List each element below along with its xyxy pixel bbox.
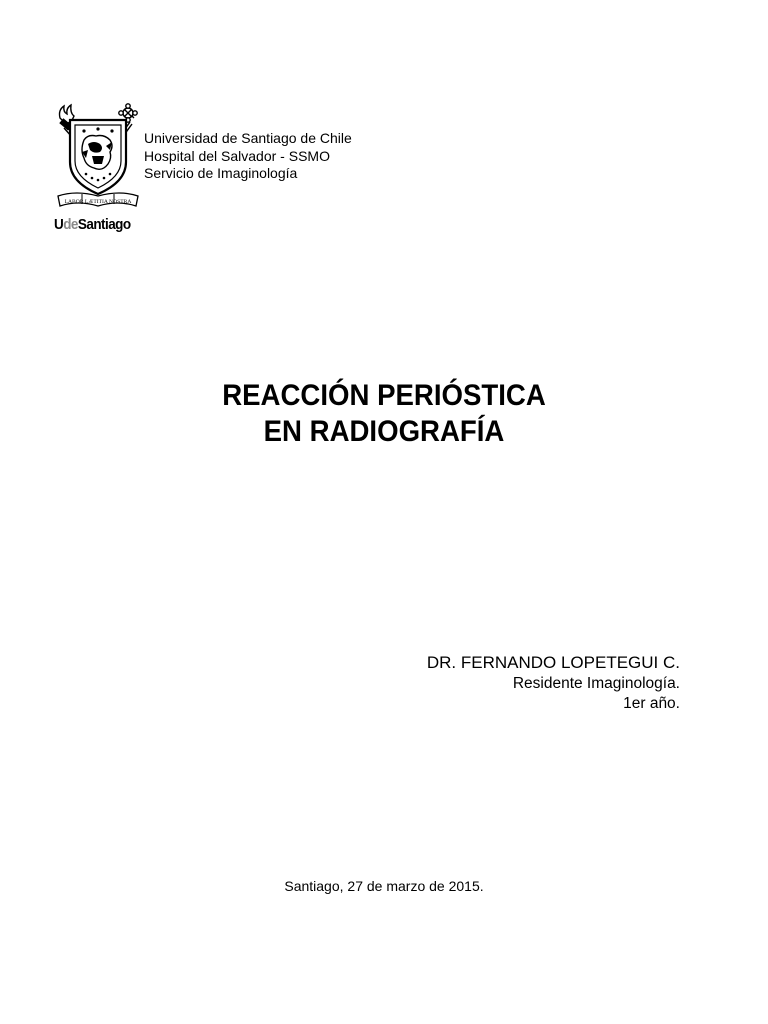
title-line-1: REACCIÓN PERIÓSTICA (222, 379, 546, 412)
institution-header (144, 130, 352, 183)
logo-wordmark-u: U (54, 216, 64, 233)
author-year: 1er año. (623, 695, 680, 712)
place-date: Santiago, 27 de marzo de 2015. (284, 878, 484, 894)
university-logo (54, 100, 144, 236)
hospital-name: Hospital del Salvador - SSMO (144, 147, 330, 164)
logo-wordmark-santiago: Santiago (77, 216, 131, 233)
logo-wordmark-de: de (63, 216, 78, 233)
author-role: Residente Imaginología. (512, 675, 680, 692)
university-name: Universidad de Santiago de Chile (144, 130, 352, 146)
title-line-2: EN RADIOGRAFÍA (263, 415, 505, 448)
logo-motto: LABOR LÆTITIA NOSTRA (64, 199, 132, 205)
department-name: Servicio de Imaginología (144, 165, 298, 181)
author-name: DR. FERNANDO LOPETEGUI C. (426, 653, 680, 672)
document-title (31, 378, 738, 450)
author-block (427, 652, 680, 714)
logo-wordmark (54, 216, 131, 233)
